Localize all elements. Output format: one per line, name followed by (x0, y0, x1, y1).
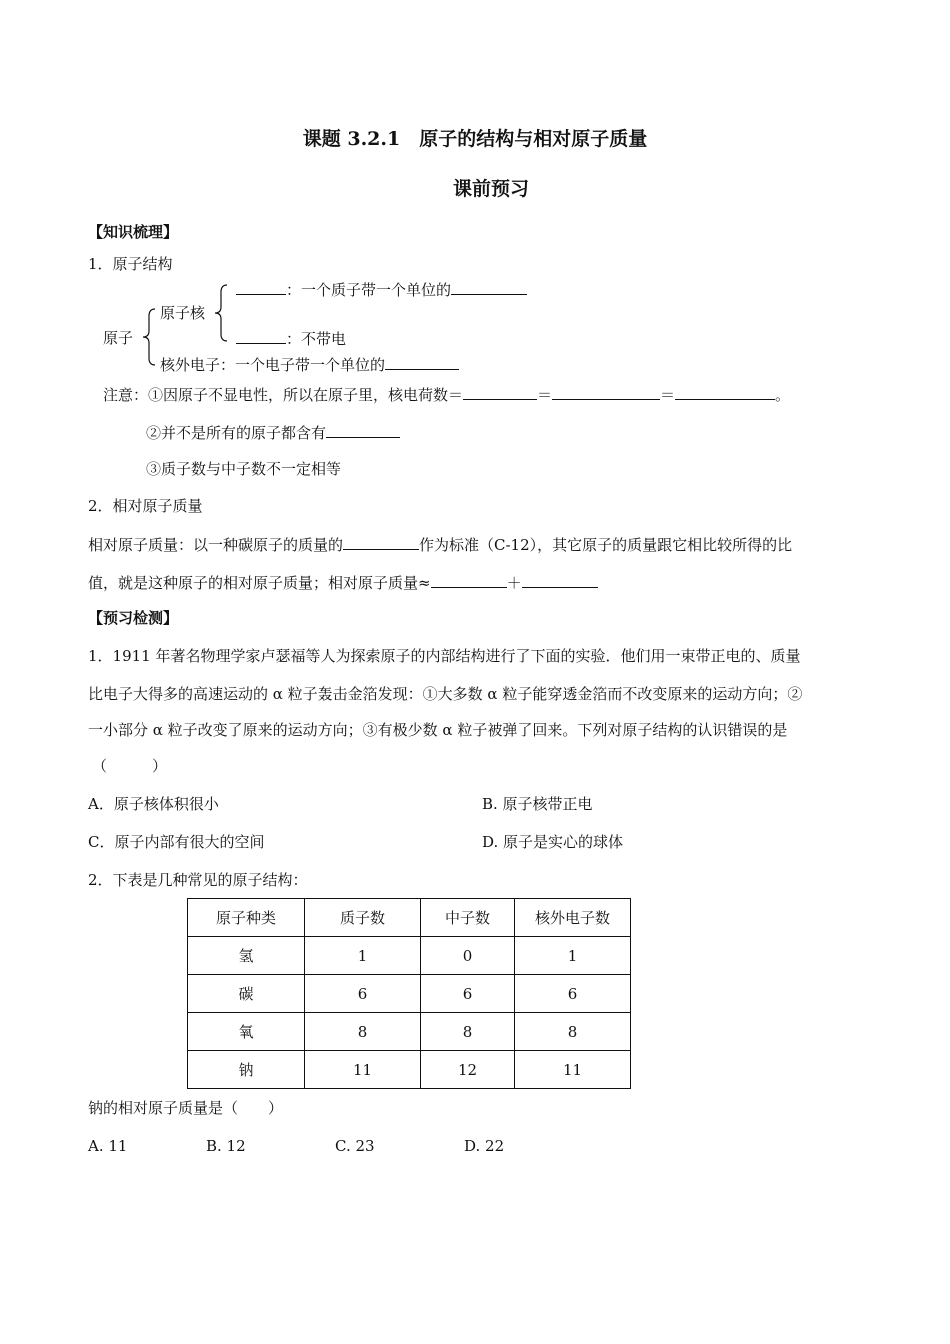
table-header: 原子种类 (188, 899, 305, 937)
table-cell: 1 (305, 937, 421, 975)
electron-text: 核外电子：一个电子带一个单位的 (160, 356, 386, 374)
note-1 (103, 384, 790, 405)
q2-intro: 2．下表是几种常见的原子结构： (88, 871, 308, 889)
table-cell: 氧 (188, 1013, 305, 1051)
note-3: ③质子数与中子数不一定相等 (146, 460, 342, 478)
table-cell: 6 (421, 975, 515, 1013)
table-cell: 11 (305, 1051, 421, 1089)
equals-sign: ＝ (660, 386, 676, 404)
q1-answer-bracket: （ ） (92, 757, 168, 775)
table-row (188, 1051, 631, 1089)
equals-sign: ＝ (537, 386, 553, 404)
blank-ram-fraction[interactable] (343, 534, 419, 550)
q1-option-b[interactable]: B. 原子核带正电 (482, 795, 593, 813)
blank-proton-charge[interactable] (451, 279, 527, 295)
neutron-text: ：不带电 (286, 330, 347, 348)
blank-ram-neutrons[interactable] (522, 572, 598, 588)
note-1-text: 注意：①因原子不显电性，所以在原子里，核电荷数＝ (103, 386, 464, 404)
q1-line-1: 1．1911 年著名物理学家卢瑟福等人为探索原子的内部结构进行了下面的实验．他们用一束带正电的、质量 (88, 647, 801, 665)
blank-electron-charge[interactable] (385, 354, 459, 370)
table-header: 中子数 (421, 899, 515, 937)
table-row (188, 975, 631, 1013)
blank-ram-protons[interactable] (431, 572, 507, 588)
table-cell: 8 (421, 1013, 515, 1051)
page-subtitle: 课前预习 (452, 178, 529, 200)
table-cell: 6 (515, 975, 631, 1013)
ram-text-b: 作为标准（C-12），其它原子的质量跟它相比较所得的比 (419, 536, 793, 554)
table-cell: 氢 (188, 937, 305, 975)
note-2 (146, 422, 400, 443)
table-row (188, 937, 631, 975)
blank-note1-b[interactable] (552, 384, 660, 400)
period: 。 (775, 386, 791, 404)
table-cell: 12 (421, 1051, 515, 1089)
table-cell: 8 (515, 1013, 631, 1051)
q2-option-d[interactable]: D. 22 (464, 1137, 505, 1155)
table-cell: 6 (305, 975, 421, 1013)
neutron-line (236, 328, 346, 349)
item-ram-title: 2．相对原子质量 (88, 497, 203, 515)
plus-sign: ＋ (506, 574, 522, 592)
table-cell: 1 (515, 937, 631, 975)
q1-line-3: 一小部分 α 粒子改变了原来的运动方向；③有极少数 α 粒子被弹了回来。下列对原子结构的认识错误的是 (88, 721, 788, 739)
left-brace-icon (141, 308, 157, 366)
q2-option-a[interactable]: A. 11 (88, 1137, 128, 1155)
blank-note1-c[interactable] (675, 384, 775, 400)
tree-nucleus: 原子核 (160, 304, 206, 322)
tree-root-atom: 原子 (103, 329, 134, 347)
blank-note2[interactable] (326, 422, 400, 438)
q1-line-2: 比电子大得多的高速运动的 α 粒子轰击金箔发现：①大多数 α 粒子能穿透金箔而不改变原来的运动方向；② (88, 685, 803, 703)
ram-text-c: 值，就是这种原子的相对原子质量；相对原子质量≈ (88, 574, 431, 592)
electron-line (160, 354, 459, 375)
q2-option-c[interactable]: C. 23 (335, 1137, 375, 1155)
note-2-text: ②并不是所有的原子都含有 (146, 424, 327, 442)
item-atomic-structure-title: 1．原子结构 (88, 255, 173, 273)
nucleus-brace-icon (213, 284, 229, 342)
page-title: 课题 3.2.1 原子的结构与相对原子质量 (302, 128, 648, 150)
table-header: 核外电子数 (515, 899, 631, 937)
table-header: 质子数 (305, 899, 421, 937)
table-cell: 8 (305, 1013, 421, 1051)
blank-proton-name[interactable] (236, 279, 286, 295)
atom-structure-table (187, 898, 631, 1089)
table-header-row (188, 899, 631, 937)
ram-text-a: 相对原子质量：以一种碳原子的质量的 (88, 536, 344, 554)
section-heading-check: 【预习检测】 (88, 609, 179, 627)
table-cell: 碳 (188, 975, 305, 1013)
q1-option-c[interactable]: C．原子内部有很大的空间 (88, 833, 265, 851)
ram-line-2 (88, 572, 598, 593)
blank-neutron-name[interactable] (236, 328, 286, 344)
q2-option-b[interactable]: B. 12 (206, 1137, 246, 1155)
table-cell: 0 (421, 937, 515, 975)
proton-text: ：一个质子带一个单位的 (286, 281, 452, 299)
blank-note1-a[interactable] (463, 384, 537, 400)
proton-line (236, 279, 527, 300)
section-heading-knowledge: 【知识梳理】 (88, 223, 179, 241)
ram-line-1 (88, 534, 792, 555)
table-cell: 钠 (188, 1051, 305, 1089)
q1-option-a[interactable]: A．原子核体积很小 (88, 795, 219, 813)
table-row (188, 1013, 631, 1051)
q1-option-d[interactable]: D. 原子是实心的球体 (482, 833, 624, 851)
table-cell: 11 (515, 1051, 631, 1089)
q2-question: 钠的相对原子质量是（ ） (88, 1099, 284, 1117)
